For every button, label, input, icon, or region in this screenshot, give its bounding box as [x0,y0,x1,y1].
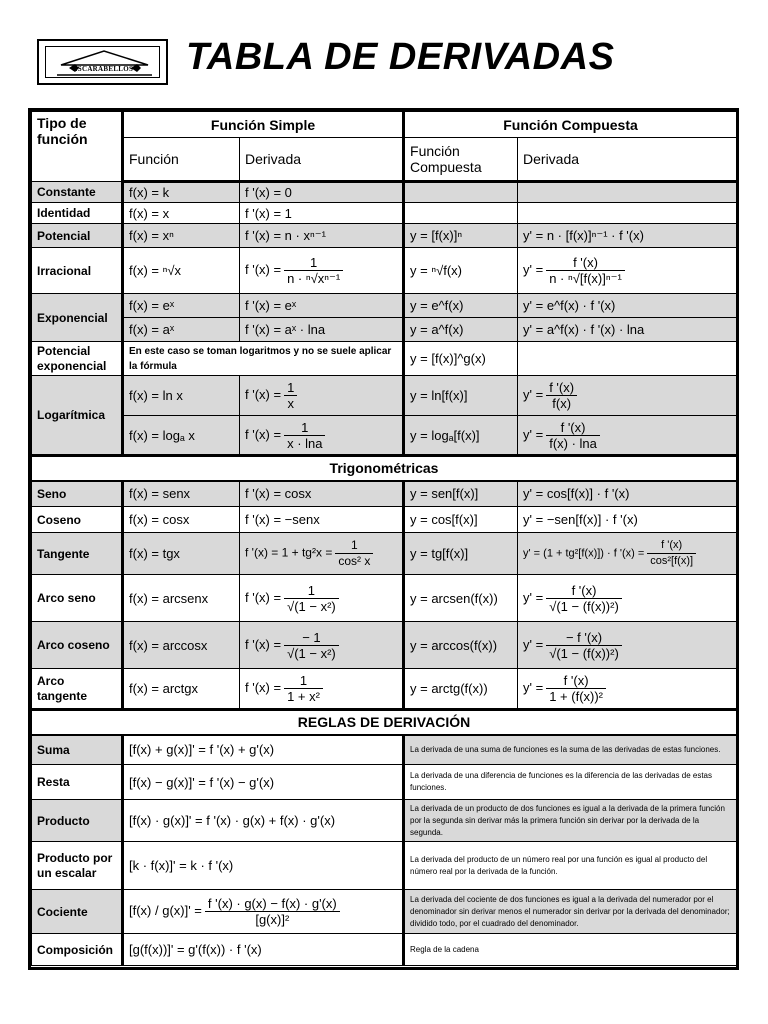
formula-prefix: f '(x) = [245,386,282,402]
formula: y = cos[f(x)] [404,507,518,533]
formula: f '(x) = 1 [240,203,404,224]
formula-prefix: f '(x) = [245,589,282,605]
fraction [546,380,577,411]
formula: f '(x) = −senx [240,507,404,533]
row-exponencial-2 [32,318,737,342]
rule-description: La derivada de una suma de funciones es la suma de las derivadas de estas funciones. [404,735,737,765]
numerator: f '(x) [546,420,600,436]
formula [518,575,737,622]
row-label: Potencial exponencial [32,342,123,376]
row-seno [32,481,737,507]
denominator: [g(x)]² [255,912,290,927]
row-tangente [32,533,737,575]
formula-prefix: y' = [523,636,544,652]
rule-label: Producto por un escalar [32,842,123,890]
denominator: 1 + (f(x))² [549,689,604,704]
row-logaritmica-1 [32,376,737,416]
row-exponencial-1 [32,294,737,318]
header-derivada-compuesta: Derivada [518,138,737,182]
empty-cell [404,203,518,224]
denominator: n · ⁿ√[f(x)]ⁿ⁻¹ [549,271,622,286]
numerator: 1 [284,380,297,396]
numerator: 1 [335,538,373,554]
rule-escalar [32,842,737,890]
formula: f(x) = tgx [123,533,240,575]
fraction [546,583,622,614]
formula: f(x) = aˣ [123,318,240,342]
formula: f(x) = k [123,182,240,203]
formula: y = ⁿ√f(x) [404,248,518,294]
fraction [335,538,373,569]
row-label: Exponencial [32,294,123,342]
rule-description: Regla de la cadena [404,934,737,966]
formula-prefix: y' = [523,679,544,695]
formula: y = a^f(x) [404,318,518,342]
rule-composicion [32,934,737,966]
formula: y = ln[f(x)] [404,376,518,416]
header-funcion-compuesta: Función Compuesta [404,138,518,182]
formula: f '(x) = eˣ [240,294,404,318]
row-arcotangente [32,669,737,710]
formula [240,248,404,294]
row-irracional [32,248,737,294]
denominator: x · lna [287,435,323,451]
numerator: f '(x) · g(x) − f(x) · g'(x) [205,896,340,912]
fraction [284,255,343,286]
formula: y' = cos[f(x)] · f '(x) [518,481,737,507]
formula-prefix: y' = [523,589,544,605]
formula-prefix: f '(x) = 1 + tg²x = [245,545,333,560]
rule-formula: [f(x) − g(x)]' = f '(x) − g'(x) [123,765,404,800]
row-identidad [32,203,737,224]
formula: f(x) = arctgx [123,669,240,710]
formula: f(x) = cosx [123,507,240,533]
empty-cell [518,203,737,224]
denominator: x [287,396,294,411]
row-coseno [32,507,737,533]
numerator: f '(x) [546,255,625,271]
denominator: √(1 − x²) [287,598,336,614]
formula [518,416,737,456]
formula [240,669,404,710]
formula [518,622,737,669]
header-tipo: Tipo de función [32,112,123,182]
section-reglas: REGLAS DE DERIVACIÓN [32,710,737,735]
formula: f(x) = logₐ x [123,416,240,456]
fraction [647,538,696,569]
formula: y = [f(x)]ⁿ [404,224,518,248]
rule-label: Resta [32,765,123,800]
rule-formula [123,890,404,934]
formula: f(x) = arccosx [123,622,240,669]
fraction [546,630,622,661]
derivatives-table [28,108,739,970]
formula [240,376,404,416]
row-label: Logarítmica [32,376,123,456]
empty-cell [518,342,737,376]
formula: f(x) = xⁿ [123,224,240,248]
formula: y' = n · [f(x)]ⁿ⁻¹ · f '(x) [518,224,737,248]
row-label: Arco tangente [32,669,123,710]
row-potencial-exponencial [32,342,737,376]
fraction [284,583,339,614]
rule-description: La derivada del cociente de dos funciones es igual a la derivada del numerador por el denominador sin derivar menos el numerador sin derivar por la derivada del denominador; dividido todo, por el cuadrado del denominador. [404,890,737,934]
rule-producto [32,800,737,842]
formula-prefix: [f(x) / g(x)]' = [129,902,202,918]
numerator: 1 [284,673,323,689]
formula: y = tg[f(x)] [404,533,518,575]
note: En este caso se toman logaritmos y no se suele aplicar la fórmula [123,342,404,376]
fraction [205,896,340,927]
formula: y = logₐ[f(x)] [404,416,518,456]
rule-suma [32,735,737,765]
formula: f '(x) = n · xⁿ⁻¹ [240,224,404,248]
formula: f(x) = senx [123,481,240,507]
formula: y = arcsen(f(x)) [404,575,518,622]
formula: y = [f(x)]^g(x) [404,342,518,376]
rule-formula: [f(x) · g(x)]' = f '(x) · g(x) + f(x) · g'(x) [123,800,404,842]
formula [518,669,737,710]
empty-cell [518,182,737,203]
row-label: Coseno [32,507,123,533]
rule-formula: [g(f(x))]' = g'(f(x)) · f '(x) [123,934,404,966]
row-label: Arco seno [32,575,123,622]
numerator: 1 [284,255,343,271]
row-label: Constante [32,182,123,203]
rule-cociente [32,890,737,934]
numerator: f '(x) [647,538,696,554]
formula: f(x) = ⁿ√x [123,248,240,294]
row-label: Arco coseno [32,622,123,669]
rule-label: Cociente [32,890,123,934]
row-label: Seno [32,481,123,507]
rule-description: La derivada del producto de un número real por una función es igual al producto del número real por la derivada de la función. [404,842,737,890]
header-funcion: Función [123,138,240,182]
section-trigonometricas: Trigonométricas [32,456,737,481]
fraction [546,255,625,286]
row-label: Identidad [32,203,123,224]
header-derivada: Derivada [240,138,404,182]
denominator: √(1 − (f(x))²) [549,645,619,661]
formula: y' = a^f(x) · f '(x) · lna [518,318,737,342]
logo-emblem-icon [39,41,170,87]
numerator: f '(x) [546,673,606,689]
rule-label: Composición [32,934,123,966]
logo-text: ESCARABELLOS [72,65,134,73]
denominator: cos² x [338,554,371,568]
formula: f(x) = x [123,203,240,224]
numerator: f '(x) [546,380,577,396]
formula [240,533,404,575]
denominator: n · ⁿ√xⁿ⁻¹ [287,271,341,286]
logo [37,39,168,85]
rule-description: La derivada de un producto de dos funciones es igual a la derivada de la primera función por la segunda sin derivar más la primera función sin derivar por la derivada de la segunda. [404,800,737,842]
formula-prefix: y' = [523,386,544,402]
fraction [284,630,339,661]
numerator: f '(x) [546,583,622,599]
fraction [284,673,323,704]
numerator: − 1 [284,630,339,646]
formula [518,248,737,294]
formula: f '(x) = cosx [240,481,404,507]
formula: f '(x) = 0 [240,182,404,203]
fraction [546,420,600,451]
row-constante [32,182,737,203]
formula: y = e^f(x) [404,294,518,318]
denominator: f(x) [552,396,572,411]
formula-prefix: y' = [523,426,544,442]
denominator: √(1 − x²) [287,645,336,661]
row-potencial [32,224,737,248]
denominator: f(x) · lna [549,435,597,451]
fraction [284,420,325,451]
header-simple: Función Simple [123,112,404,138]
row-label: Irracional [32,248,123,294]
row-label: Potencial [32,224,123,248]
formula: y' = e^f(x) · f '(x) [518,294,737,318]
formula: y' = −sen[f(x)] · f '(x) [518,507,737,533]
formula [240,416,404,456]
formula [518,376,737,416]
header-compuesta: Función Compuesta [404,112,737,138]
denominator: 1 + x² [287,689,320,704]
rule-label: Producto [32,800,123,842]
numerator: − f '(x) [546,630,622,646]
row-logaritmica-2 [32,416,737,456]
formula-prefix: y' = [523,261,544,277]
formula-prefix: f '(x) = [245,679,282,695]
formula: y = sen[f(x)] [404,481,518,507]
formula-prefix: f '(x) = [245,261,282,277]
formula [240,575,404,622]
numerator: 1 [284,420,325,436]
formula: y = arctg(f(x)) [404,669,518,710]
numerator: 1 [284,583,339,599]
denominator: √(1 − (f(x))²) [549,598,619,614]
rule-formula: [k · f(x)]' = k · f '(x) [123,842,404,890]
fraction [284,380,297,411]
formula: f(x) = eˣ [123,294,240,318]
formula [518,533,737,575]
rule-label: Suma [32,735,123,765]
page-title: TABLA DE DERIVADAS [186,36,615,78]
formula-prefix: f '(x) = [245,636,282,652]
rule-formula: [f(x) + g(x)]' = f '(x) + g'(x) [123,735,404,765]
rule-description: La derivada de una diferencia de funciones es la diferencia de las derivadas de estas funciones. [404,765,737,800]
formula-prefix: f '(x) = [245,426,282,442]
rule-resta [32,765,737,800]
formula: f '(x) = aˣ · lna [240,318,404,342]
fraction [546,673,606,704]
empty-cell [404,182,518,203]
denominator: cos²[f(x)] [650,555,694,567]
formula-prefix: y' = (1 + tg²[f(x)]) · f '(x) = [523,547,645,560]
formula: f(x) = ln x [123,376,240,416]
row-arcocoseno [32,622,737,669]
row-arcoseno [32,575,737,622]
formula: y = arccos(f(x)) [404,622,518,669]
row-label: Tangente [32,533,123,575]
formula [240,622,404,669]
formula: f(x) = arcsenx [123,575,240,622]
